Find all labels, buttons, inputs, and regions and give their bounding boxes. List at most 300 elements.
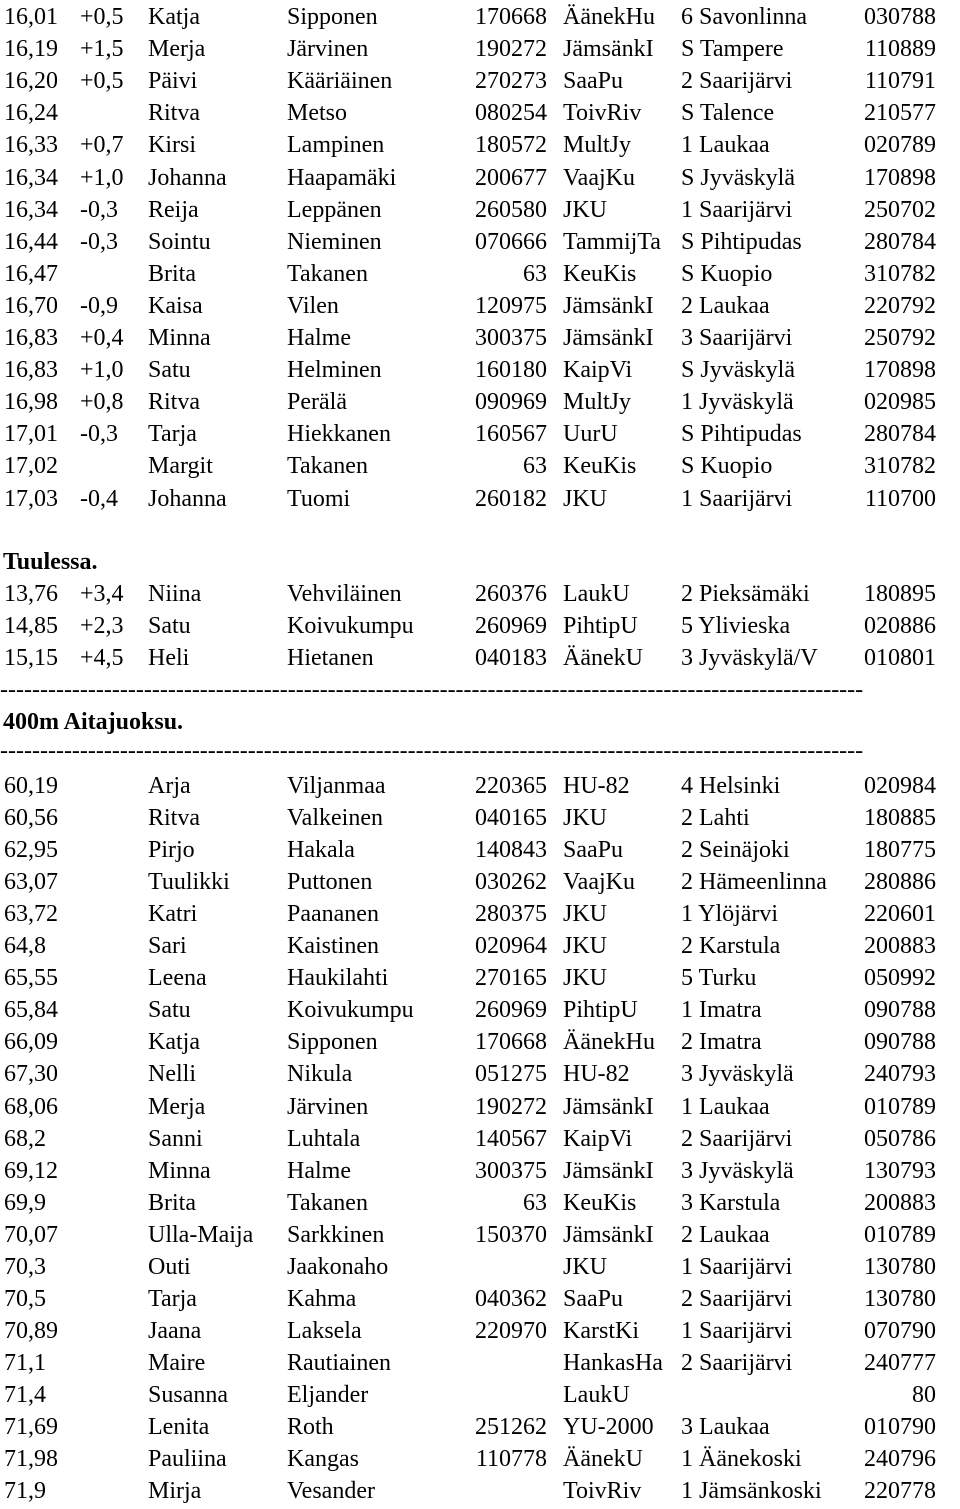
birth-date: 020964	[475, 933, 547, 960]
placing-venue: S Tampere	[681, 36, 784, 63]
first-name: Heli	[148, 645, 190, 672]
result-row	[0, 1283, 960, 1315]
event-date: 110791	[864, 68, 936, 95]
result-row	[0, 354, 960, 386]
result-row	[0, 578, 960, 610]
event-date: 010789	[864, 1221, 936, 1248]
last-name: Eljander	[287, 1381, 369, 1408]
birth-date: 170668	[475, 1029, 547, 1056]
club-name: JKU	[563, 485, 608, 512]
placing-venue: S Jyväskylä	[681, 164, 795, 191]
event-date: 050786	[864, 1125, 936, 1152]
first-name: Ritva	[148, 100, 200, 127]
wind-reading: -0,4	[80, 485, 118, 512]
result-time: 71,4	[4, 1381, 46, 1408]
club-name: TammijTa	[563, 228, 661, 255]
club-name: PihtipU	[563, 997, 638, 1024]
last-name: Viljanmaa	[287, 773, 386, 799]
club-name: YU-2000	[563, 1414, 654, 1440]
first-name: Tarja	[148, 421, 197, 448]
wind-reading: +0,4	[80, 325, 124, 351]
first-name: Päivi	[148, 68, 198, 95]
event-date: 130780	[864, 1285, 936, 1312]
result-time: 62,95	[4, 837, 58, 864]
placing-venue: S Jyväskylä	[681, 357, 795, 384]
last-name: Laksela	[287, 1317, 362, 1344]
last-name: Helminen	[287, 357, 382, 384]
club-name: JämsänkI	[563, 36, 654, 63]
club-name: KeuKis	[563, 453, 637, 480]
first-name: Lenita	[148, 1414, 210, 1440]
birth-date: 260969	[475, 997, 547, 1024]
wind-reading: +0,5	[80, 4, 124, 30]
placing-venue: S Pihtipudas	[681, 421, 802, 448]
result-time: 16,33	[4, 132, 58, 159]
result-time: 16,01	[4, 4, 58, 30]
birth-date: 63	[523, 453, 547, 480]
event-date: 220778	[864, 1478, 936, 1505]
result-row	[0, 802, 960, 834]
club-name: HankasHa	[563, 1349, 663, 1376]
first-name: Kaisa	[148, 292, 203, 319]
club-name: JämsänkI	[563, 1221, 654, 1248]
birth-date: 170668	[475, 4, 547, 30]
birth-date: 260182	[475, 485, 547, 512]
result-row	[0, 65, 960, 97]
event-date: 110700	[864, 485, 936, 512]
club-name: KeuKis	[563, 1189, 637, 1216]
event-date: 240777	[864, 1349, 936, 1376]
last-name: Tuomi	[287, 485, 351, 512]
birth-date: 040165	[475, 805, 547, 832]
club-name: JämsänkI	[563, 1157, 654, 1184]
event-date: 180885	[864, 805, 936, 832]
first-name: Katri	[148, 901, 198, 928]
last-name: Sipponen	[287, 1029, 378, 1056]
birth-date: 63	[523, 1189, 547, 1216]
result-time: 71,1	[4, 1349, 46, 1376]
club-name: UurU	[563, 421, 618, 448]
club-name: PihtipU	[563, 613, 638, 640]
placing-venue: 3 Laukaa	[681, 1414, 770, 1440]
wind-reading: +1,5	[80, 36, 124, 63]
wind-reading: +1,0	[80, 164, 124, 191]
event-date: 250702	[864, 196, 936, 223]
birth-date: 070666	[475, 228, 547, 255]
result-row	[0, 610, 960, 642]
first-name: Merja	[148, 1093, 206, 1120]
result-time: 71,98	[4, 1446, 58, 1473]
placing-venue: 2 Laukaa	[681, 1221, 770, 1248]
club-name: KaipVi	[563, 357, 633, 384]
result-row	[0, 1475, 960, 1507]
placing-venue: 2 Saarijärvi	[681, 1285, 793, 1312]
wind-reading: +0,8	[80, 389, 124, 416]
event-date: 210577	[864, 100, 936, 127]
result-time: 16,44	[4, 228, 58, 255]
birth-date: 150370	[475, 1221, 547, 1248]
event-date: 250792	[864, 325, 936, 351]
birth-date: 120975	[475, 292, 547, 319]
event-date: 130780	[864, 1253, 936, 1280]
first-name: Satu	[148, 997, 191, 1024]
club-name: JämsänkI	[563, 325, 654, 351]
first-name: Ritva	[148, 389, 200, 416]
last-name: Takanen	[287, 1189, 368, 1216]
result-row	[0, 898, 960, 930]
result-time: 16,24	[4, 100, 58, 127]
event-date: 020886	[864, 613, 936, 640]
placing-venue: 3 Jyväskylä	[681, 1157, 794, 1184]
result-time: 14,85	[4, 613, 58, 640]
first-name: Maire	[148, 1349, 206, 1376]
placing-venue: 1 Jämsänkoski	[681, 1478, 822, 1505]
first-name: Minna	[148, 325, 211, 351]
last-name: Haapamäki	[287, 164, 397, 191]
wind-reading: +0,5	[80, 68, 124, 95]
result-row	[0, 1315, 960, 1347]
first-name: Minna	[148, 1157, 211, 1184]
placing-venue: 3 Karstula	[681, 1189, 781, 1216]
result-time: 13,76	[4, 581, 58, 607]
last-name: Vesander	[287, 1478, 375, 1505]
placing-venue: S Kuopio	[681, 453, 773, 480]
first-name: Katja	[148, 4, 200, 30]
event-date: 020984	[864, 773, 936, 799]
last-name: Lampinen	[287, 132, 385, 159]
last-name: Rautiainen	[287, 1349, 391, 1376]
first-name: Johanna	[148, 485, 227, 512]
result-time: 69,9	[4, 1189, 46, 1216]
placing-venue: 3 Saarijärvi	[681, 325, 793, 351]
first-name: Outi	[148, 1253, 191, 1280]
last-name: Leppänen	[287, 196, 382, 223]
result-time: 16,34	[4, 196, 58, 223]
wind-reading: -0,3	[80, 196, 118, 223]
result-row	[0, 770, 960, 802]
placing-venue: S Pihtipudas	[681, 228, 802, 255]
last-name: Kääriäinen	[287, 68, 393, 95]
first-name: Margit	[148, 453, 213, 480]
birth-date: 040362	[475, 1285, 547, 1312]
event-date: 010790	[864, 1414, 936, 1440]
club-name: HU-82	[563, 1061, 630, 1088]
result-row	[0, 994, 960, 1026]
first-name: Sanni	[148, 1125, 203, 1152]
placing-venue: S Talence	[681, 100, 775, 127]
birth-date: 300375	[475, 1157, 547, 1184]
birth-date: 180572	[475, 132, 547, 159]
club-name: ÄänekU	[563, 645, 643, 672]
placing-venue: 1 Laukaa	[681, 132, 770, 159]
first-name: Johanna	[148, 164, 227, 191]
first-name: Ulla-Maija	[148, 1221, 254, 1248]
last-name: Koivukumpu	[287, 997, 414, 1024]
result-row	[0, 483, 960, 515]
first-name: Satu	[148, 613, 191, 640]
result-time: 63,72	[4, 901, 58, 928]
birth-date: 160567	[475, 421, 547, 448]
last-name: Perälä	[287, 389, 347, 416]
first-name: Sointu	[148, 228, 211, 255]
placing-venue: 2 Hämeenlinna	[681, 869, 827, 896]
result-row	[0, 1443, 960, 1475]
placing-venue: S Kuopio	[681, 260, 773, 287]
result-row	[0, 386, 960, 418]
club-name: ÄänekHu	[563, 4, 655, 30]
birth-date: 220365	[475, 773, 547, 799]
club-name: HU-82	[563, 773, 630, 799]
last-name: Järvinen	[287, 1093, 369, 1120]
result-time: 70,5	[4, 1285, 46, 1312]
club-name: JKU	[563, 805, 608, 832]
first-name: Jaana	[148, 1317, 202, 1344]
event-date: 220601	[864, 901, 936, 928]
result-row	[0, 226, 960, 258]
last-name: Koivukumpu	[287, 613, 414, 640]
result-row	[0, 930, 960, 962]
result-time: 16,34	[4, 164, 58, 191]
placing-venue: 3 Jyväskylä	[681, 1061, 794, 1088]
result-time: 16,70	[4, 292, 58, 319]
placing-venue: 5 Ylivieska	[681, 613, 791, 640]
last-name: Vehviläinen	[287, 581, 402, 607]
club-name: VaajKu	[563, 869, 635, 896]
result-time: 16,19	[4, 36, 58, 63]
event-date: 170898	[864, 164, 936, 191]
result-time: 17,02	[4, 453, 58, 480]
event-date: 180895	[864, 581, 936, 607]
club-name: KaipVi	[563, 1125, 633, 1152]
first-name: Katja	[148, 1029, 200, 1056]
wind-reading: -0,3	[80, 228, 118, 255]
result-row	[0, 1155, 960, 1187]
result-row	[0, 1123, 960, 1155]
first-name: Nelli	[148, 1061, 196, 1088]
placing-venue: 2 Saarijärvi	[681, 68, 793, 95]
last-name: Luhtala	[287, 1125, 361, 1152]
club-name: VaajKu	[563, 164, 635, 191]
wind-reading: +1,0	[80, 357, 124, 384]
last-name: Roth	[287, 1414, 334, 1440]
last-name: Nikula	[287, 1061, 353, 1088]
last-name: Paananen	[287, 901, 379, 928]
birth-date: 080254	[475, 100, 547, 127]
result-time: 66,09	[4, 1029, 58, 1056]
club-name: JKU	[563, 1253, 608, 1280]
placing-venue: 2 Laukaa	[681, 292, 770, 319]
last-name: Sipponen	[287, 4, 378, 30]
result-time: 63,07	[4, 869, 58, 896]
first-name: Satu	[148, 357, 191, 384]
birth-date: 190272	[475, 36, 547, 63]
result-row	[0, 322, 960, 354]
event-date: 010801	[864, 645, 936, 672]
last-name: Hakala	[287, 837, 355, 864]
last-name: Sarkkinen	[287, 1221, 385, 1248]
last-name: Metso	[287, 100, 347, 127]
event-date: 090788	[864, 997, 936, 1024]
placing-venue: 1 Imatra	[681, 997, 762, 1024]
event-date: 310782	[864, 260, 936, 287]
event-date: 180775	[864, 837, 936, 864]
result-time: 68,2	[4, 1125, 46, 1152]
club-name: JämsänkI	[563, 292, 654, 319]
last-name: Puttonen	[287, 869, 373, 896]
event-date: 240793	[864, 1061, 936, 1088]
event-date: 280784	[864, 228, 936, 255]
club-name: LaukU	[563, 1381, 630, 1408]
birth-date: 260376	[475, 581, 547, 607]
club-name: MultJy	[563, 389, 632, 416]
last-name: Kahma	[287, 1285, 357, 1312]
result-time: 71,69	[4, 1414, 58, 1440]
placing-venue: 2 Karstula	[681, 933, 781, 960]
event-date: 020789	[864, 132, 936, 159]
last-name: Haukilahti	[287, 965, 389, 992]
placing-venue: 1 Saarijärvi	[681, 196, 793, 223]
club-name: ToivRiv	[563, 1478, 642, 1505]
result-time: 65,84	[4, 997, 58, 1024]
placing-venue: 2 Saarijärvi	[681, 1349, 793, 1376]
result-row	[0, 1411, 960, 1443]
birth-date: 270273	[475, 68, 547, 95]
placing-venue: 2 Seinäjoki	[681, 837, 790, 864]
placing-venue: 2 Pieksämäki	[681, 581, 810, 607]
first-name: Niina	[148, 581, 202, 607]
result-time: 60,19	[4, 773, 58, 799]
event-date: 170898	[864, 357, 936, 384]
birth-date: 030262	[475, 869, 547, 896]
result-time: 65,55	[4, 965, 58, 992]
result-time: 16,20	[4, 68, 58, 95]
last-name: Takanen	[287, 453, 368, 480]
birth-date: 260580	[475, 196, 547, 223]
first-name: Susanna	[148, 1381, 228, 1408]
result-row	[0, 418, 960, 450]
result-time: 67,30	[4, 1061, 58, 1088]
club-name: JKU	[563, 965, 608, 992]
birth-date: 280375	[475, 901, 547, 928]
result-time: 60,56	[4, 805, 58, 832]
first-name: Pirjo	[148, 837, 195, 864]
separator-line: ------------------------------------------------------------------------------------------------------------	[0, 741, 864, 761]
result-row	[0, 1026, 960, 1058]
first-name: Pauliina	[148, 1446, 227, 1473]
first-name: Tarja	[148, 1285, 197, 1312]
first-name: Reija	[148, 196, 199, 223]
birth-date: 090969	[475, 389, 547, 416]
placing-venue: 6 Savonlinna	[681, 4, 807, 30]
last-name: Vilen	[287, 292, 339, 319]
event-date: 80	[912, 1381, 936, 1408]
result-row	[0, 1347, 960, 1379]
birth-date: 190272	[475, 1093, 547, 1120]
placing-venue: 2 Saarijärvi	[681, 1125, 793, 1152]
result-time: 16,47	[4, 260, 58, 287]
wind-reading: +2,3	[80, 613, 124, 640]
event-date: 310782	[864, 453, 936, 480]
result-row	[0, 642, 960, 674]
result-time: 70,3	[4, 1253, 46, 1280]
event-date: 130793	[864, 1157, 936, 1184]
event-date: 220792	[864, 292, 936, 319]
club-name: KarstKi	[563, 1317, 639, 1344]
birth-date: 051275	[475, 1061, 547, 1088]
placing-venue: 2 Imatra	[681, 1029, 762, 1056]
first-name: Leena	[148, 965, 207, 992]
wind-reading: +0,7	[80, 132, 124, 159]
club-name: SaaPu	[563, 837, 623, 864]
club-name: SaaPu	[563, 1285, 623, 1312]
event-date: 090788	[864, 1029, 936, 1056]
result-time: 70,89	[4, 1317, 58, 1344]
result-row	[0, 866, 960, 898]
first-name: Arja	[148, 773, 191, 799]
first-name: Tuulikki	[148, 869, 230, 896]
birth-date: 040183	[475, 645, 547, 672]
birth-date: 140567	[475, 1125, 547, 1152]
event-date: 200883	[864, 933, 936, 960]
club-name: KeuKis	[563, 260, 637, 287]
first-name: Brita	[148, 260, 196, 287]
result-row	[0, 1058, 960, 1090]
placing-venue: 1 Saarijärvi	[681, 1253, 793, 1280]
result-row	[0, 450, 960, 482]
last-name: Hiekkanen	[287, 421, 391, 448]
result-row	[0, 1379, 960, 1411]
wind-reading: -0,9	[80, 292, 118, 319]
event-date: 010789	[864, 1093, 936, 1120]
placing-venue: 5 Turku	[681, 965, 757, 992]
result-row	[0, 1251, 960, 1283]
placing-venue: 1 Ylöjärvi	[681, 901, 779, 928]
result-row	[0, 33, 960, 65]
first-name: Brita	[148, 1189, 196, 1216]
result-row	[0, 129, 960, 161]
result-time: 69,12	[4, 1157, 58, 1184]
placing-venue: 1 Saarijärvi	[681, 1317, 793, 1344]
placing-venue: 1 Laukaa	[681, 1093, 770, 1120]
last-name: Halme	[287, 1157, 351, 1184]
last-name: Kaistinen	[287, 933, 379, 960]
result-time: 15,15	[4, 645, 58, 672]
first-name: Merja	[148, 36, 206, 63]
result-time: 71,9	[4, 1478, 46, 1505]
last-name: Valkeinen	[287, 805, 383, 832]
last-name: Nieminen	[287, 228, 382, 255]
birth-date: 220970	[475, 1317, 547, 1344]
placing-venue: 1 Saarijärvi	[681, 485, 793, 512]
birth-date: 200677	[475, 164, 547, 191]
placing-venue: 2 Lahti	[681, 805, 750, 832]
club-name: ToivRiv	[563, 100, 642, 127]
result-row	[0, 258, 960, 290]
last-name: Jaakonaho	[287, 1253, 389, 1280]
result-time: 70,07	[4, 1221, 58, 1248]
birth-date: 260969	[475, 613, 547, 640]
result-row	[0, 290, 960, 322]
result-row	[0, 1219, 960, 1251]
result-row	[0, 97, 960, 129]
result-time: 64,8	[4, 933, 46, 960]
last-name: Takanen	[287, 260, 368, 287]
club-name: SaaPu	[563, 68, 623, 95]
event-date: 200883	[864, 1189, 936, 1216]
result-time: 68,06	[4, 1093, 58, 1120]
result-time: 16,83	[4, 357, 58, 384]
placing-venue: 4 Helsinki	[681, 773, 781, 799]
